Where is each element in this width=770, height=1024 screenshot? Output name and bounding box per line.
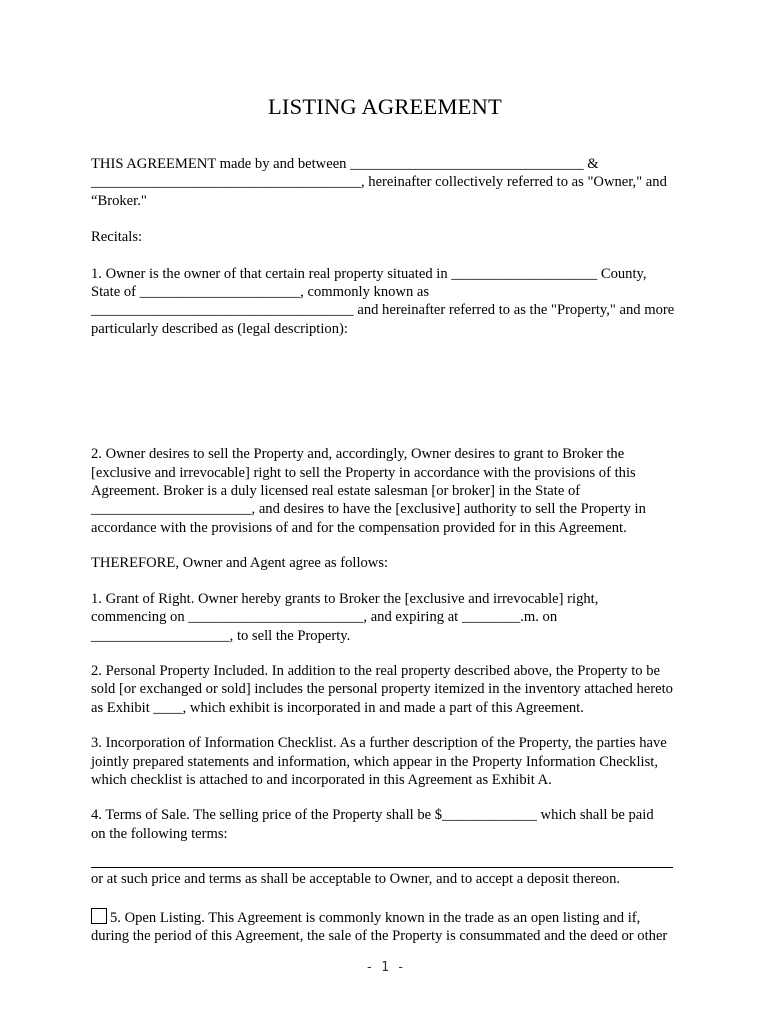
section-3-line: which checklist is attached to and incorporated in this Agreement as Exhibit A.: [91, 771, 552, 788]
intro-line: THIS AGREEMENT made by and between ________________________________ &: [91, 156, 599, 172]
section-2-line: sold [or exchanged or sold] includes the personal property itemized in the inventory attached hereto: [91, 681, 673, 698]
section-1: [91, 590, 691, 645]
intro-paragraph: [91, 155, 691, 210]
intro-line: _____________________________________, hereinafter collectively referred to as "Owner," and: [91, 174, 667, 191]
recital-2-line: ______________________, and desires to have the [exclusive] authority to sell the Property in: [91, 501, 646, 518]
recital-1-line: State of ______________________, commonly known as: [91, 284, 430, 301]
section-5: [91, 908, 691, 946]
document-body: [91, 155, 691, 945]
recital-2-line: 2. Owner desires to sell the Property and, accordingly, Owner desires to grant to Broker the: [91, 446, 625, 463]
section-3-line: jointly prepared statements and information, which appear in the Property Information Checklist,: [91, 753, 658, 770]
section-1-line: 1. Grant of Right. Owner hereby grants to Broker the [exclusive and irrevocable] right,: [91, 590, 599, 607]
recital-2-line: [exclusive and irrevocable] right to sell the Property in accordance with the provisions of this: [91, 464, 636, 481]
section-5-line: [91, 908, 691, 927]
section-1-line: commencing on ________________________, and expiring at ________.m. on: [91, 609, 558, 626]
recitals-heading-block: [91, 228, 691, 246]
section-4-line: on the following terms:: [91, 825, 228, 842]
recital-1-line: 1. Owner is the owner of that certain real property situated in ____________________ County,: [91, 265, 647, 282]
section-3: [91, 734, 691, 789]
section-3-line: 3. Incorporation of Information Checklist. As a further description of the Property, the parties have: [91, 735, 667, 752]
section-2-line: as Exhibit ____, which exhibit is incorporated in and made a part of this Agreement.: [91, 699, 584, 716]
section-4: [91, 806, 691, 888]
section-1-line: ___________________, to sell the Property.: [91, 627, 351, 644]
terms-blank-line[interactable]: [91, 867, 673, 868]
recital-2-line: Agreement. Broker is a duly licensed real estate salesman [or broker] in the State of: [91, 483, 581, 500]
open-listing-checkbox[interactable]: [91, 908, 107, 924]
recitals-heading: Recitals:: [91, 229, 143, 246]
recital-1-line: ____________________________________ and hereinafter referred to as the "Property," and more: [91, 302, 675, 319]
section-2-line: 2. Personal Property Included. In addition to the real property described above, the Property to be: [91, 662, 660, 679]
section-5-line-text: 5. Open Listing. This Agreement is commonly known in the trade as an open listing and if,: [110, 909, 641, 926]
recital-2-line: accordance with the provisions of and for the compensation provided for in this Agreement.: [91, 519, 627, 536]
recital-2: [91, 445, 691, 537]
section-4-after: or at such price and terms as shall be acceptable to Owner, and to accept a deposit thereon.: [91, 871, 621, 888]
therefore-line: THEREFORE, Owner and Agent agree as follows:: [91, 555, 389, 572]
document-title: LISTING AGREEMENT: [267, 94, 502, 119]
section-4-line: 4. Terms of Sale. The selling price of the Property shall be $_____________ which shall be paid: [91, 807, 654, 824]
intro-line: “Broker.": [91, 192, 147, 209]
section-2: [91, 662, 691, 717]
recital-1: [91, 265, 691, 339]
section-5-line: during the period of this Agreement, the sale of the Property is consummated and the deed or other: [91, 927, 668, 944]
page-number: - 1 -: [365, 960, 405, 975]
therefore-paragraph: [91, 554, 691, 572]
recital-1-line: particularly described as (legal description):: [91, 320, 348, 337]
